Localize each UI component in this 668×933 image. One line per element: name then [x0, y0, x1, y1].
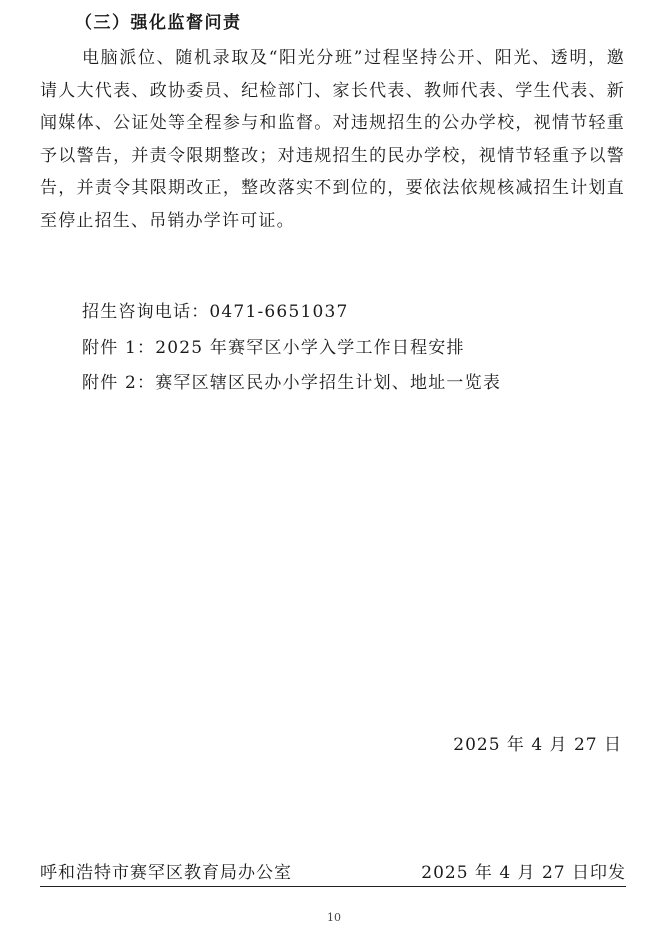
attachment-item-2: 附件 2：赛罕区辖区民办小学招生计划、地址一览表	[82, 373, 502, 393]
attachment-item-1: 附件 1：2025 年赛罕区小学入学工作日程安排	[82, 338, 465, 358]
print-footer	[40, 860, 626, 887]
section-heading: （三）强化监督问责	[75, 13, 242, 33]
section-paragraph: 电脑派位、随机录取及“阳光分班”过程坚持公开、阳光、透明，邀请人大代表、政协委员、纪检部门、家长代表、教师代表、学生代表、新闻媒体、公证处等全程参与和监督。对违规招生的公办学校，视情节轻重予以警告，并责令限期整改；对违规招生的民办学校，视情节轻重予以警告，并责令其限期改正，整改落实不到位的，要依法依规核减招生计划直至停止招生、吊销办学许可证。	[40, 48, 625, 231]
contact-phone-line: 招生咨询电话：0471-6651037	[82, 302, 349, 322]
page-number: 10	[327, 911, 341, 924]
signature-date: 2025 年 4 月 27 日	[453, 735, 622, 755]
issuing-organization: 呼和浩特市赛罕区教育局办公室	[40, 863, 292, 883]
print-date: 2025 年 4 月 27 日印发	[421, 863, 626, 883]
